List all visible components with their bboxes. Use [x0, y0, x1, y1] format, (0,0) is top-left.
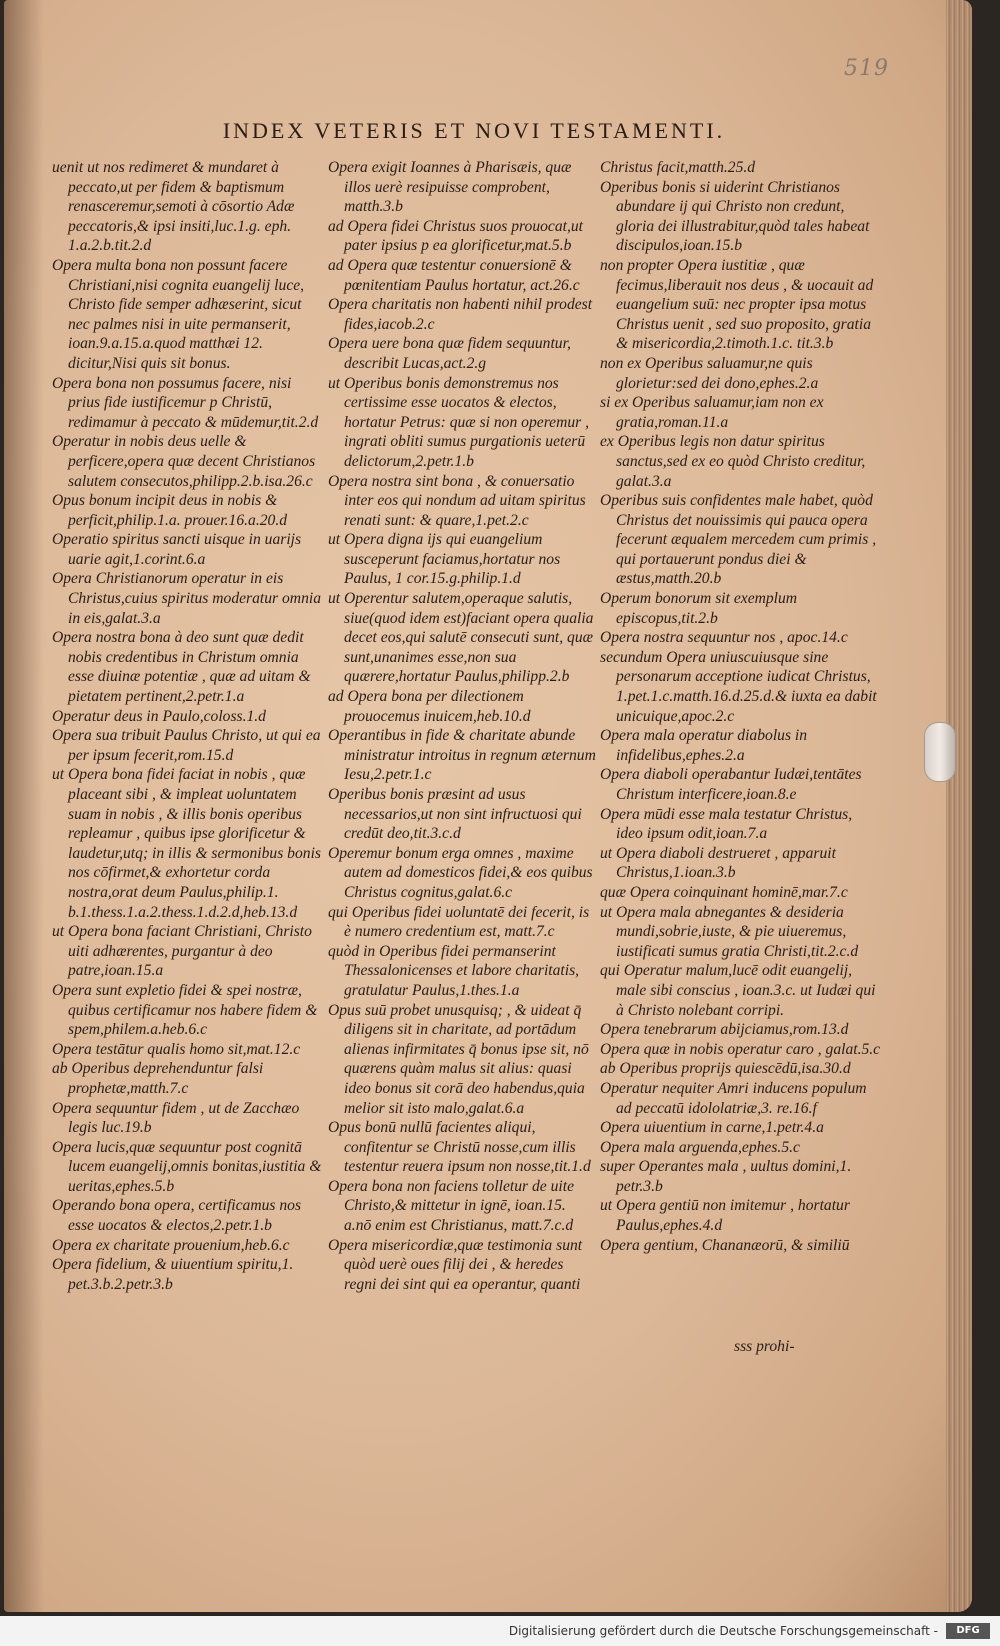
- index-entry: Christus facit,matth.25.d: [600, 159, 756, 176]
- index-entry: si ex Operibus saluamur,iam non ex gratia,roman.11.a: [600, 394, 824, 431]
- index-entry: Opera sunt expletio fidei & spei nostræ, quibus certificamur nos habere fidem & spem,philem.a.heb.6.c: [52, 981, 318, 1039]
- index-entry: ex Operibus legis non datur spiritus sanctus,sed ex eo quòd Christo creditur, galat.3.a: [600, 433, 866, 490]
- index-entry: ab Operibus deprehenduntur falsi prophetæ,matth.7.c: [52, 1060, 264, 1097]
- index-entry: ut Opera digna ijs qui euangelium susceperunt faciamus,hortatur nos Paulus, 1 cor.15.g.philip.1.d: [328, 531, 561, 588]
- index-column-1: [52, 158, 322, 1294]
- index-entry: Opera nostra sequuntur nos , apoc.14.c: [600, 629, 848, 647]
- index-entry: super Operantes mala , uultus domini,1. petr.3.b: [600, 1158, 852, 1195]
- index-entry: Operibus bonis præsint ad usus necessarios,ut non sint infructuosi qui credūt deo,tit.3.c.d: [328, 786, 582, 843]
- index-entry: Operum bonorum sit exemplum episcopus,tit.2.b: [600, 590, 798, 627]
- index-entry: ut Operentur salutem,operaque salutis, siue(quod idem est)faciant opera qualia decet eos,qui salutē consecuti sunt, quæ sunt,unanimes esse,non sua quærere,hortatur Paulus,philipp.2.b: [328, 590, 594, 686]
- index-entry: Opera sua tribuit Paulus Christo, ut qui ea per ipsum fecerit,rom.15.d: [52, 727, 321, 764]
- index-entry: ut Operibus bonis demonstremus nos certissime esse uocatos & electos, hortatur Petrus: quæ si non operemur , ingrati obliti sumus purgationis ueterū delictorum,2.petr.1.b: [328, 374, 590, 470]
- index-entry: ad Opera fidei Christus suos prouocat,ut pater ipsius p ea glorificetur,mat.5.b: [328, 217, 583, 255]
- paper-clip: [924, 722, 956, 782]
- index-entry: Opera bona non faciens tolletur de uite Christo,& mittetur in ignē, ioan.15. a.nō enim est Christianus, matt.7.c.d: [328, 1177, 574, 1235]
- index-entry: Operemur bonum erga omnes , maxime autem ad domesticos fidei,& eos quibus Christus cognitus,galat.6.c: [328, 844, 593, 901]
- index-entry: ut Opera bona fidei faciat in nobis , quæ placeant sibi , & impleat uoluntatem suam in nobis , & illis bonis operibus repleamur , quibus ipse glorificetur & laudetur,utq; in illis & sermonibus bonis nos cōfirmet,& exhortetur corda nostra,orat deum Paulus,philip.1. b.1.thess.1.a.2.thess.1.d.2.d,heb.13.d: [52, 766, 321, 921]
- folio-number: 519: [844, 56, 889, 81]
- index-entry: qui Operibus fidei uoluntatē dei fecerit, is è numero credentium est, matt.7.c: [328, 903, 590, 941]
- index-entry: Opera Christianorum operatur in eis Christus,cuius spiritus moderatur omnia in eis,galat.3.a: [52, 570, 321, 627]
- index-entry: Opera misericordiæ,quæ testimonia sunt quòd uerè oues filij dei , & heredes regni dei sint qui ea operantur, quanti: [328, 1236, 583, 1293]
- index-entry: Opus suū probet unusquisq; , & uideat q̄ diligens sit in charitate, ad portādum alienas infirmitates q̄ bonus ipse sit, nō quærens quàm malus sit alius: quasi ideo bonus sit corā deo habendus,quia melior sit isto malo,galat.6.a: [328, 1001, 589, 1117]
- index-entry: Opera testātur qualis homo sit,mat.12.c: [52, 1040, 301, 1058]
- index-entry: Operatur in nobis deus uelle & perficere,opera quæ decent Christianos salutem consecutos,philipp.2.b.isa.26.c: [52, 433, 316, 490]
- index-entry: ad Opera bona per dilectionem prouocemus inuicem,heb.10.d: [328, 688, 531, 725]
- index-entry: Operibus bonis si uiderint Christianos abundare ij qui Christo non credunt, gloria dei illustrabitur,quòd tales habeat discipulos,ioan.15.b: [600, 178, 870, 255]
- index-entry: Opus bonū nullū facientes aliqui, confitentur se Christū nosse,cum illis testentur reuera ipsum non nosse,tit.1.d: [328, 1119, 591, 1176]
- index-entry: Opera gentium, Chananæorū, & similiū: [600, 1236, 850, 1254]
- index-entry: Opera lucis,quæ sequuntur post cognitā lucem euangelij,omnis bonitas,iustitia & ueritas,ephes.5.b: [52, 1138, 322, 1195]
- book-page: [4, 0, 972, 1612]
- index-entry: ut Opera gentiū non imitemur , hortatur Paulus,ephes.4.d: [600, 1197, 850, 1235]
- index-entry: Operatur deus in Paulo,coloss.1.d: [52, 707, 266, 725]
- index-entry: Opera bona non possumus facere, nisi prius fide iustificemur p Christū, redimamur à peccato & mūdemur,tit.2.d: [52, 374, 319, 431]
- index-entry: Opera mala arguenda,ephes.5.c: [600, 1138, 800, 1156]
- index-entry: quòd in Operibus fidei permanserint Thessalonicenses et labore charitatis, gratulatur Paulus,1.thes.1.a: [328, 942, 580, 999]
- footer-bar: [0, 1616, 1000, 1646]
- index-entry: Opera uiuentium in carne,1.petr.4.a: [600, 1119, 824, 1137]
- index-entry: Operibus suis confidentes male habet, quòd Christus det nouissimis qui pauca opera fecerunt æqualem mercedem cum primis , qui portauerunt pondus diei & æstus,matth.20.b: [600, 492, 877, 588]
- index-entry: qui Operatur malum,lucē odit euangelij, male sibi conscius , ioan.3.c. ut Iudæi qui à Christo nolebant corripi.: [600, 962, 876, 1019]
- index-entry: ut Opera diaboli destrueret , apparuit Christus,1.ioan.3.b: [600, 844, 836, 882]
- dfg-logo: DFG: [946, 1623, 990, 1639]
- index-entry: Opera mūdi esse mala testatur Christus, ideo ipsum odit,ioan.7.a: [600, 805, 853, 843]
- index-entry: Opera quæ in nobis operatur caro , galat.5.c: [600, 1040, 881, 1058]
- index-entry: Opera ex charitate prouenium,heb.6.c: [52, 1236, 290, 1254]
- index-entry: ut Opera bona faciant Christiani, Christo uiti adhærentes, purgantur à deo patre,ioan.15.a: [52, 923, 312, 980]
- funding-credit: Digitalisierung gefördert durch die Deutsche Forschungsgemeinschaft -: [508, 1624, 938, 1638]
- index-entry: Opus bonum incipit deus in nobis & perficit,philip.1.a. prouer.16.a.20.d: [52, 492, 288, 529]
- index-entry: non ex Operibus saluamur,ne quis glorietur:sed dei dono,ephes.2.a: [600, 354, 819, 392]
- index-entry: quæ Opera coinquinant hominē,mar.7.c: [600, 883, 848, 901]
- index-entry: Opera mala operatur diabolus in infidelibus,ephes.2.a: [600, 727, 808, 764]
- index-entry: non propter Opera iustitiæ , quæ fecimus,liberauit nos deus , & uocauit ad euangelium suū: nec propter ipsa motus Christus uenit , sed suo proposito, gratia & misericordia,2.timoth.1.c. tit.3.b: [600, 256, 874, 353]
- catchword: sss prohi-: [734, 1338, 795, 1355]
- gutter-shadow: [4, 0, 44, 1612]
- index-entry: Opera sequuntur fidem , ut de Zacchæo legis luc.19.b: [52, 1099, 300, 1137]
- index-entry: Operatio spiritus sancti uisque in uarijs uarie agit,1.corint.6.a: [52, 531, 302, 568]
- index-entry: Opera uere bona quæ fidem sequuntur, describit Lucas,act.2.g: [328, 335, 571, 372]
- index-entry: Opera nostra bona à deo sunt quæ dedit nobis credentibus in Christum omnia esse diuinæ potentiæ , quæ ad uitam & pietatem pertinent,2.petr.1.a: [52, 629, 311, 706]
- index-entry: Operantibus in fide & charitate abunde ministratur introitus in regnum æternum Iesu,2.petr.1.c: [328, 727, 596, 784]
- index-column-3: [600, 158, 882, 1255]
- index-entry: Opera multa bona non possunt facere Christiani,nisi cognita euangelij luce, Christo fide semper adhæserint, sicut nec palmes nisi in uite permanserit, ioan.9.a.15.a.quod matthæi 12. dicitur,Nisi quis sit bonus.: [52, 256, 305, 372]
- index-entry: ut Opera mala abnegantes & desideria mundi,sobrie,iuste, & pie uiueremus, iustificati sumus gratia Christi,tit.2.c.d: [600, 903, 859, 960]
- index-entry: Operatur nequiter Amri inducens populum ad peccatū idololatriæ,3. re.16.f: [600, 1079, 867, 1117]
- index-column-2: [328, 158, 596, 1294]
- index-entry: Opera nostra sint bona , & conuersatio inter eos qui nondum ad uitam spiritus renati sunt: & quare,1.pet.2.c: [328, 472, 586, 529]
- index-entry: uenit ut nos redimeret & mundaret à peccato,ut per fidem & baptismum renasceremur,semoti à cōsortio Adæ peccatoris,& ipsi insiti,luc.1.g. eph. 1.a.2.b.tit.2.d: [52, 159, 295, 255]
- index-entry: Opera charitatis non habenti nihil prodest fides,iacob.2.c: [328, 296, 593, 333]
- index-entry: Operando bona opera, certificamus nos esse uocatos & electos,2.petr.1.b: [52, 1197, 302, 1235]
- index-entry: Opera fidelium, & uiuentium spiritu,1. pet.3.b.2.petr.3.b: [52, 1256, 294, 1293]
- index-entry: Opera exigit Ioannes à Pharisæis, quæ illos uerè resipuisse comprobent, matth.3.b: [328, 159, 572, 216]
- running-head: INDEX VETERIS ET NOVI TESTAMENTI.: [222, 118, 726, 143]
- page-edges: [946, 0, 972, 1612]
- index-entry: Opera tenebrarum abijciamus,rom.13.d: [600, 1021, 849, 1039]
- index-entry: ad Opera quæ testentur conuersionē & pœnitentiam Paulus hortatur, act.26.c: [328, 256, 580, 294]
- index-entry: Opera diaboli operabantur Iudæi,tentātes Christum interficere,ioan.8.e: [600, 766, 862, 803]
- index-entry: secundum Opera uniuscuiusque sine personarum acceptione iudicat Christus, 1.pet.1.c.matth.16.d.25.d.& iuxta ea dabit unicuique,apoc.2.c: [600, 648, 877, 725]
- index-entry: ab Operibus proprijs quiescēdū,isa.30.d: [600, 1060, 851, 1078]
